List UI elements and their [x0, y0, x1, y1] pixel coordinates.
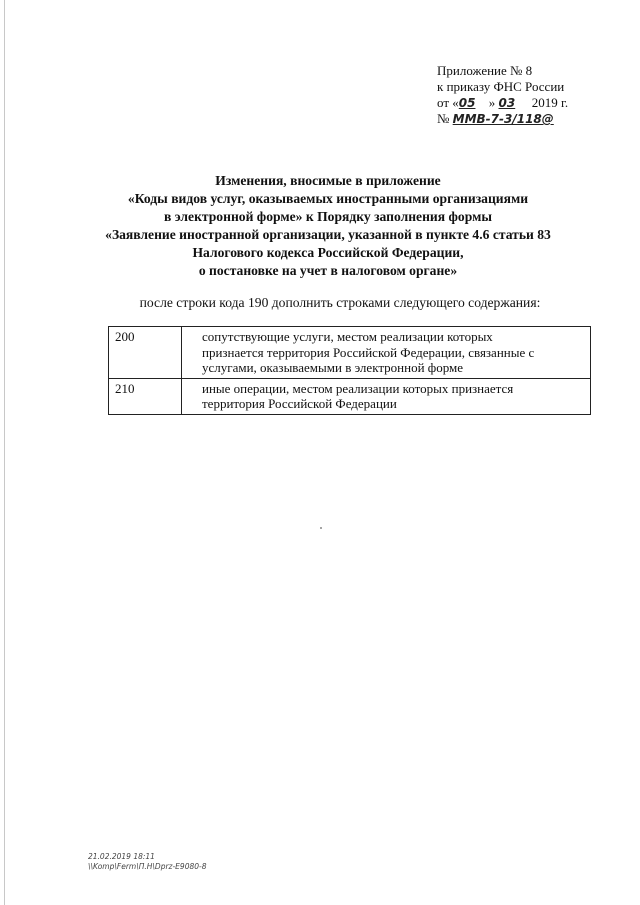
title-line-5: Налогового кодекса Российской Федерации,: [192, 245, 464, 260]
description-line: признается территория Российской Федерации, связанные с: [202, 344, 535, 360]
date-year: 2019 г.: [531, 95, 569, 110]
date-month-handwritten: 03: [498, 96, 516, 110]
title-line-2: «Коды видов услуг, оказываемых иностранными организациями: [127, 191, 529, 206]
codes-table: [108, 326, 591, 415]
order-reference: к приказу ФНС России: [437, 79, 565, 94]
description-cell: [182, 327, 591, 379]
description-line: сопутствующие услуги, местом реализации которых: [202, 329, 493, 344]
date-mid: »: [488, 95, 496, 110]
description-line: услугами, оказываемыми в электронной форме: [202, 360, 464, 375]
date-prefix: от «: [437, 95, 459, 110]
document-title: [60, 172, 596, 280]
code-cell: 210: [109, 378, 182, 414]
approval-block: [437, 63, 627, 127]
title-line-6: о постановке на учет в налоговом органе»: [198, 263, 458, 278]
title-line-3: в электронной форме» к Порядку заполнения формы: [164, 209, 492, 224]
description-line: иные операции, местом реализации которых признается: [202, 380, 514, 396]
scan-speck: [320, 527, 322, 529]
code-cell: 200: [109, 327, 182, 379]
order-number: [437, 111, 627, 127]
print-footer: [88, 852, 207, 872]
order-date: [437, 95, 627, 111]
date-day-handwritten: 05: [458, 96, 476, 110]
description-line: территория Российской Федерации: [202, 396, 397, 411]
table-row: [109, 327, 591, 379]
title-line-4: «Заявление иностранной организации, указанной в пункте 4.6 статьи 83: [105, 227, 551, 242]
table-row: [109, 378, 591, 414]
order-number-handwritten: ММВ-7-3/118@: [452, 112, 554, 126]
description-cell: [182, 378, 591, 414]
footer-timestamp: 21.02.2019 18:11: [88, 852, 155, 861]
scan-edge-line: [4, 0, 5, 905]
title-line-1: Изменения, вносимые в приложение: [215, 173, 441, 188]
appendix-number: Приложение № 8: [437, 63, 533, 78]
intro-paragraph: после строки кода 190 дополнить строками следующего содержания:: [139, 295, 541, 310]
footer-file-path: \\Komp\Ferm\П.Н\Dprz-E9080-8: [88, 862, 207, 871]
number-prefix: №: [437, 111, 450, 126]
